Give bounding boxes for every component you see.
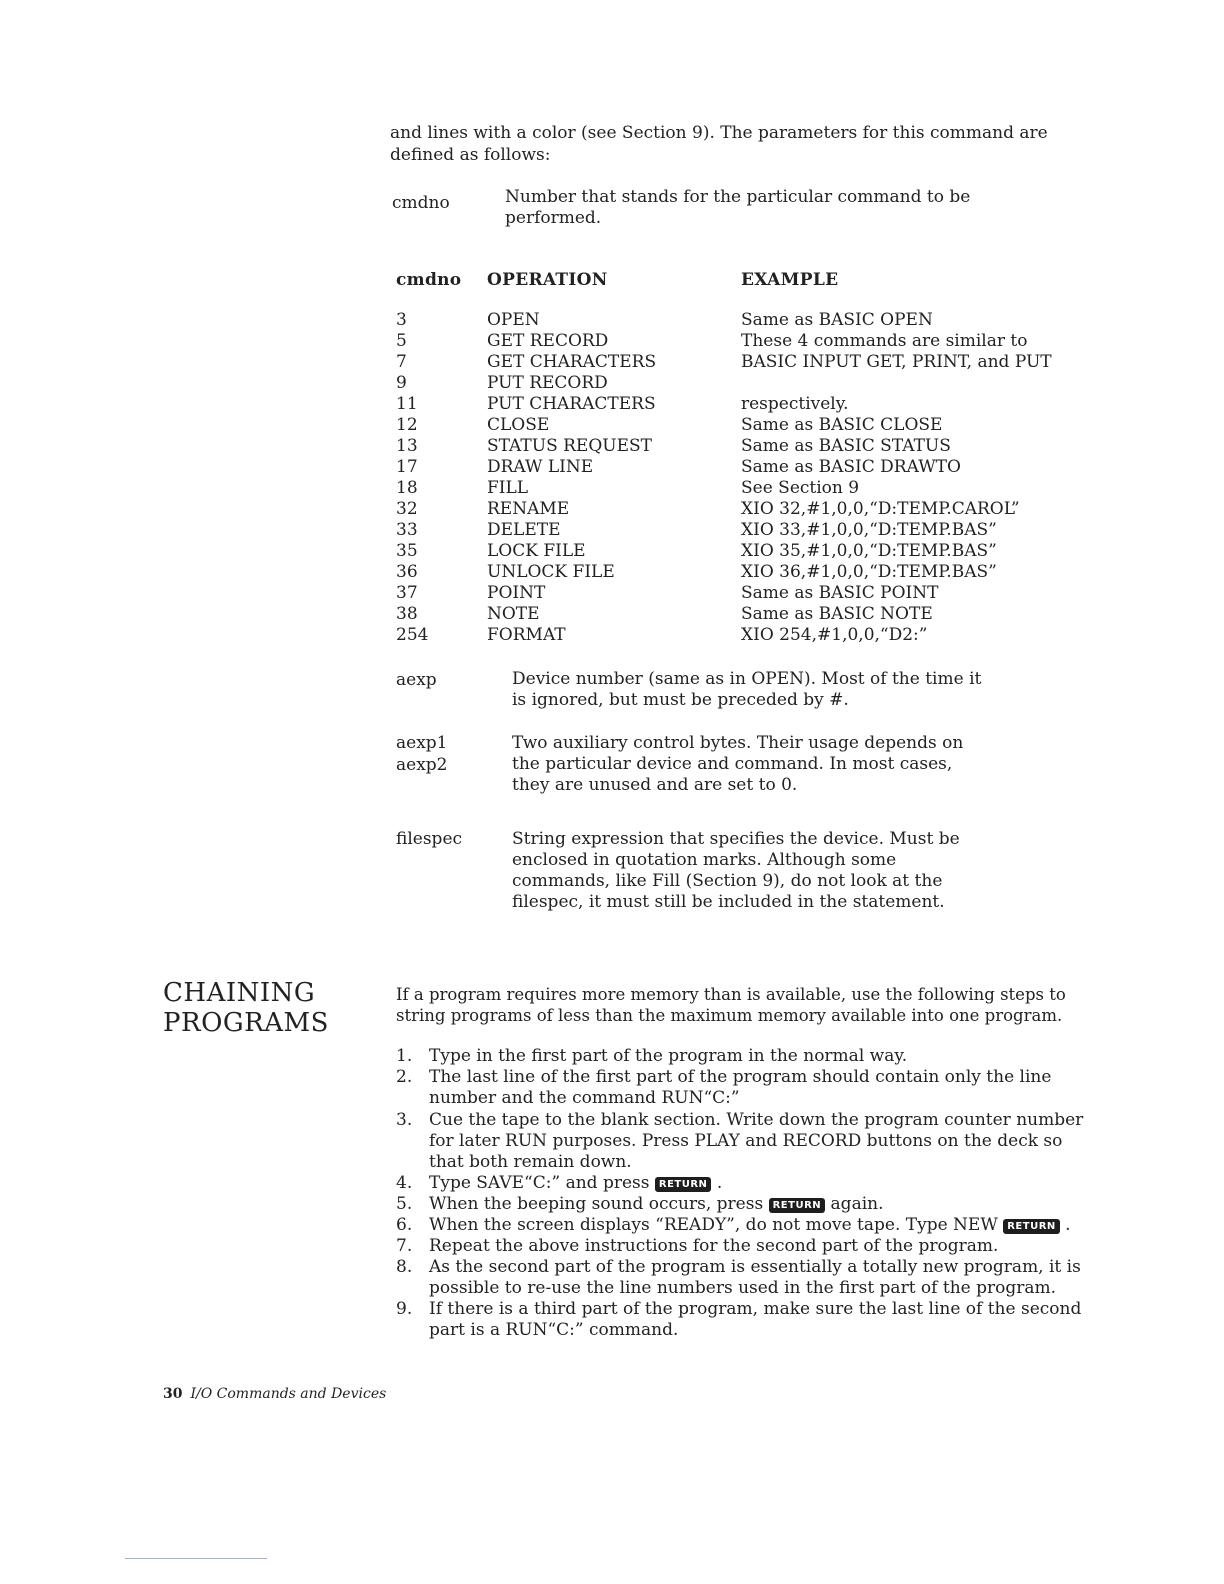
cell-example: XIO 35,#1,0,0,“D:TEMP.BAS” xyxy=(741,541,997,561)
return-key-icon: RETURN xyxy=(655,1177,712,1192)
list-item xyxy=(396,1067,1096,1109)
aexp1-label: aexp1 xyxy=(396,733,448,753)
cell-operation: DELETE xyxy=(487,520,561,540)
cell-operation: STATUS REQUEST xyxy=(487,436,652,456)
list-item xyxy=(396,1236,1096,1257)
cell-cmdno: 12 xyxy=(396,415,418,435)
section-title xyxy=(163,978,329,1038)
cell-cmdno: 3 xyxy=(396,310,407,330)
return-key-icon: RETURN xyxy=(769,1198,826,1213)
cell-example: These 4 commands are similar to xyxy=(741,331,1028,351)
cell-cmdno: 18 xyxy=(396,478,418,498)
list-item xyxy=(396,1194,1096,1215)
chaining-intro: If a program requires more memory than is available, use the following steps to string programs of less than the maximum memory available into one program. xyxy=(396,985,1066,1025)
cell-example: XIO 33,#1,0,0,“D:TEMP.BAS” xyxy=(741,520,997,540)
cell-cmdno: 37 xyxy=(396,583,418,603)
cell-cmdno: 38 xyxy=(396,604,418,624)
page-footer xyxy=(163,1386,386,1402)
page-number: 30 xyxy=(163,1386,183,1402)
bottom-divider xyxy=(125,1558,267,1559)
list-item xyxy=(396,1257,1096,1299)
cell-example: Same as BASIC STATUS xyxy=(741,436,951,456)
aexp12-text: Two auxiliary control bytes. Their usage depends on the particular device and command. In most cases, they are unused and are set to 0. xyxy=(512,733,964,795)
aexp2-label: aexp2 xyxy=(396,755,448,775)
cell-operation: GET RECORD xyxy=(487,331,609,351)
cell-operation: GET CHARACTERS xyxy=(487,352,657,372)
step-number: 1. xyxy=(396,1046,413,1066)
command-table xyxy=(396,270,1096,660)
cell-cmdno: 13 xyxy=(396,436,418,456)
step-text: The last line of the first part of the program should contain only the line number and the command RUN“C:” xyxy=(429,1067,1052,1108)
cell-cmdno: 254 xyxy=(396,625,429,645)
cell-example: BASIC INPUT GET, PRINT, and PUT xyxy=(741,352,1052,372)
step-text-before: When the beeping sound occurs, press xyxy=(429,1194,764,1214)
cell-operation: DRAW LINE xyxy=(487,457,594,477)
step-number: 4. xyxy=(396,1173,413,1193)
cell-example: Same as BASIC CLOSE xyxy=(741,415,943,435)
filespec-text: String expression that specifies the device. Must be enclosed in quotation marks. Although some commands, like Fill (Section 9), do not look at the filespec, it must still be included in the statement. xyxy=(512,829,960,912)
cell-operation: POINT xyxy=(487,583,546,603)
cell-cmdno: 32 xyxy=(396,499,418,519)
cell-example: XIO 36,#1,0,0,“D:TEMP.BAS” xyxy=(741,562,997,582)
step-number: 3. xyxy=(396,1110,413,1130)
step-text: If there is a third part of the program, make sure the last line of the second part is a RUN“C:” command. xyxy=(429,1299,1082,1340)
step-number: 9. xyxy=(396,1299,413,1319)
step-text: As the second part of the program is essentially a totally new program, it is possible to re-use the line numbers used in the first part of the program. xyxy=(429,1257,1081,1298)
step-text: Repeat the above instructions for the second part of the program. xyxy=(429,1236,999,1256)
cell-example: respectively. xyxy=(741,394,849,414)
footer-title: I/O Commands and Devices xyxy=(190,1386,387,1402)
header-example: EXAMPLE xyxy=(741,270,839,290)
cell-operation: OPEN xyxy=(487,310,540,330)
section-title-line2: PROGRAMS xyxy=(163,1008,329,1038)
step-text xyxy=(429,1194,1096,1215)
cell-operation: NOTE xyxy=(487,604,540,624)
list-item xyxy=(396,1299,1096,1341)
intro-paragraph: and lines with a color (see Section 9). The parameters for this command are defined as follows: xyxy=(390,123,1048,165)
filespec-label: filespec xyxy=(396,829,463,849)
step-text-after: . xyxy=(1065,1215,1071,1235)
cell-operation: RENAME xyxy=(487,499,570,519)
step-text xyxy=(429,1215,1096,1236)
step-number: 7. xyxy=(396,1236,413,1256)
cell-operation: FORMAT xyxy=(487,625,566,645)
step-text-before: When the screen displays “READY”, do not move tape. Type NEW xyxy=(429,1215,998,1235)
aexp-label: aexp xyxy=(396,670,437,690)
step-text xyxy=(429,1173,1096,1194)
step-number: 8. xyxy=(396,1257,413,1277)
cell-example: Same as BASIC POINT xyxy=(741,583,939,603)
cell-example: XIO 32,#1,0,0,“D:TEMP.CAROL” xyxy=(741,499,1020,519)
cell-cmdno: 9 xyxy=(396,373,407,393)
cell-example: See Section 9 xyxy=(741,478,860,498)
cell-example: Same as BASIC NOTE xyxy=(741,604,933,624)
cell-cmdno: 7 xyxy=(396,352,407,372)
list-item xyxy=(396,1110,1096,1173)
cell-cmdno: 5 xyxy=(396,331,407,351)
cell-operation: LOCK FILE xyxy=(487,541,586,561)
list-item xyxy=(396,1173,1096,1194)
cell-example: Same as BASIC DRAWTO xyxy=(741,457,961,477)
cell-cmdno: 17 xyxy=(396,457,418,477)
header-operation: OPERATION xyxy=(487,270,608,290)
return-key-icon: RETURN xyxy=(1003,1219,1060,1234)
section-title-line1: CHAINING xyxy=(163,978,316,1008)
cell-example: Same as BASIC OPEN xyxy=(741,310,933,330)
cell-operation: CLOSE xyxy=(487,415,550,435)
list-item xyxy=(396,1046,1096,1067)
aexp-text: Device number (same as in OPEN). Most of the time it is ignored, but must be preceded by #. xyxy=(512,669,982,710)
cell-cmdno: 11 xyxy=(396,394,418,414)
step-number: 5. xyxy=(396,1194,413,1214)
cell-cmdno: 35 xyxy=(396,541,418,561)
step-text-after: again. xyxy=(830,1194,884,1214)
cell-operation: UNLOCK FILE xyxy=(487,562,615,582)
cell-operation: PUT RECORD xyxy=(487,373,608,393)
step-number: 2. xyxy=(396,1067,413,1087)
step-text: Cue the tape to the blank section. Write down the program counter number for later RUN purposes. Press PLAY and RECORD buttons on the deck so that both remain down. xyxy=(429,1110,1084,1172)
step-number: 6. xyxy=(396,1215,413,1235)
step-text-before: Type SAVE“C:” and press xyxy=(429,1173,650,1193)
cell-operation: PUT CHARACTERS xyxy=(487,394,656,414)
header-cmdno: cmdno xyxy=(396,270,462,290)
cell-cmdno: 33 xyxy=(396,520,418,540)
cell-operation: FILL xyxy=(487,478,529,498)
cell-cmdno: 36 xyxy=(396,562,418,582)
cmdno-def-label: cmdno xyxy=(392,193,450,213)
cmdno-def-text: Number that stands for the particular command to be performed. xyxy=(505,187,971,228)
list-item xyxy=(396,1215,1096,1236)
step-text: Type in the first part of the program in the normal way. xyxy=(429,1046,908,1066)
step-text-after: . xyxy=(716,1173,723,1193)
cell-example: XIO 254,#1,0,0,“D2:” xyxy=(741,625,928,645)
